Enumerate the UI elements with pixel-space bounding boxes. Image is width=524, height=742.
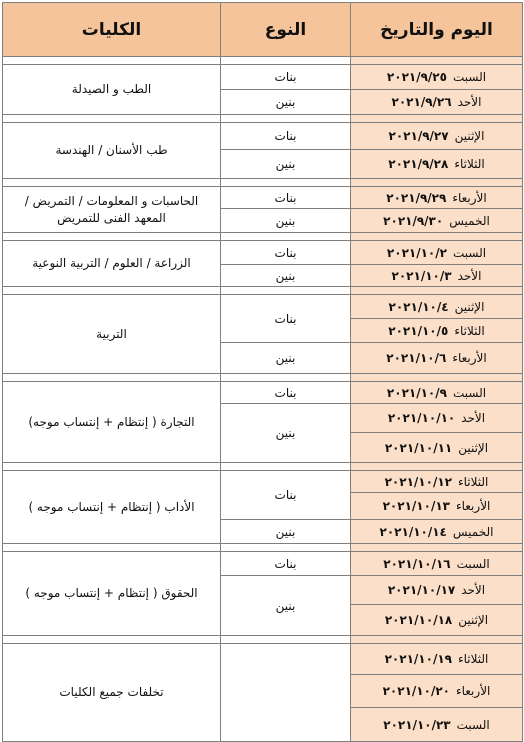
table-row bbox=[3, 241, 523, 265]
date-value: ٢٠٢١/١٠/١٩ bbox=[384, 652, 452, 666]
spacer-row bbox=[3, 233, 523, 241]
header-gender: النوع bbox=[221, 3, 351, 57]
date-value: ٢٠٢١/١٠/١٧ bbox=[387, 583, 456, 597]
date-value: ٢٠٢١/٩/٢٧ bbox=[388, 129, 449, 143]
date-value: ٢٠٢١/١٠/٥ bbox=[388, 323, 449, 338]
date-cell bbox=[351, 241, 523, 265]
day-name: الأحد bbox=[457, 95, 482, 109]
table-row bbox=[3, 65, 523, 90]
date-value: ٢٠٢١/١٠/٢٣ bbox=[383, 717, 451, 732]
date-cell bbox=[351, 433, 523, 463]
date-cell bbox=[351, 605, 523, 636]
date-value: ٢٠٢١/١٠/٢٠ bbox=[382, 684, 450, 698]
day-name: الإثنين bbox=[454, 299, 485, 314]
table-row bbox=[3, 471, 523, 493]
date-cell bbox=[351, 319, 523, 343]
faculty-cell: الحقوق ( إنتظام + إنتساب موجه ) bbox=[3, 552, 221, 636]
day-name: الأحد bbox=[461, 411, 486, 425]
day-name: الخميس bbox=[449, 213, 490, 228]
faculty-cell: الطب و الصيدلة bbox=[3, 65, 221, 115]
gender-cell: بنات bbox=[221, 65, 351, 90]
date-value: ٢٠٢١/١٠/١١ bbox=[384, 440, 453, 455]
faculty-cell: طب الأسنان / الهندسة bbox=[3, 123, 221, 179]
day-name: الثلاثاء bbox=[457, 652, 489, 666]
day-name: الإثنين bbox=[458, 440, 489, 455]
gender-cell: بنات bbox=[221, 295, 351, 343]
table-row bbox=[3, 552, 523, 576]
day-name: السبت bbox=[452, 70, 487, 84]
date-cell bbox=[351, 65, 523, 90]
date-value: ٢٠٢١/١٠/١٤ bbox=[379, 524, 447, 539]
table-row bbox=[3, 187, 523, 209]
day-name: الأربعاء bbox=[455, 684, 491, 698]
header-date: اليوم والتاريخ bbox=[351, 3, 523, 57]
schedule-table bbox=[2, 2, 523, 742]
gender-cell: بنات bbox=[221, 123, 351, 150]
date-cell bbox=[351, 265, 523, 287]
spacer-row bbox=[3, 115, 523, 123]
day-name: الثلاثاء bbox=[454, 157, 485, 171]
date-cell bbox=[351, 123, 523, 150]
gender-cell: بنات bbox=[221, 471, 351, 520]
day-name: الأربعاء bbox=[452, 190, 487, 205]
day-name: الثلاثاء bbox=[457, 474, 489, 489]
spacer-row bbox=[3, 179, 523, 187]
day-name: الأربعاء bbox=[455, 499, 491, 513]
gender-cell: بنات bbox=[221, 382, 351, 404]
gender-cell: بنين bbox=[221, 265, 351, 287]
date-cell bbox=[351, 150, 523, 179]
faculty-cell: تخلفات جميع الكليات bbox=[3, 644, 221, 742]
gender-cell: بنين bbox=[221, 209, 351, 233]
date-cell bbox=[351, 404, 523, 433]
date-value: ٢٠٢١/١٠/٦ bbox=[386, 351, 447, 365]
date-value: ٢٠٢١/١٠/١٢ bbox=[384, 474, 452, 489]
day-name: الأحد bbox=[457, 268, 482, 283]
table-row bbox=[3, 382, 523, 404]
spacer-row bbox=[3, 544, 523, 552]
date-cell bbox=[351, 295, 523, 319]
gender-cell-empty bbox=[221, 644, 351, 742]
spacer-row bbox=[3, 636, 523, 644]
day-name: السبت bbox=[452, 385, 487, 400]
date-cell bbox=[351, 187, 523, 209]
date-value: ٢٠٢١/١٠/٤ bbox=[388, 299, 449, 314]
date-cell bbox=[351, 644, 523, 675]
date-cell bbox=[351, 382, 523, 404]
day-name: السبت bbox=[456, 717, 490, 732]
date-value: ٢٠٢١/١٠/٩ bbox=[386, 385, 447, 400]
date-cell bbox=[351, 90, 523, 115]
spacer-row bbox=[3, 57, 523, 65]
table-row bbox=[3, 644, 523, 675]
date-cell bbox=[351, 209, 523, 233]
date-value: ٢٠٢١/٩/٢٨ bbox=[388, 157, 449, 171]
date-value: ٢٠٢١/١٠/١٠ bbox=[387, 411, 456, 425]
date-value: ٢٠٢١/١٠/١٨ bbox=[384, 613, 453, 627]
date-cell bbox=[351, 471, 523, 493]
gender-cell: بنات bbox=[221, 552, 351, 576]
day-name: الأحد bbox=[461, 583, 486, 597]
faculty-cell: الحاسبات و المعلومات / التمريض / المعهد الفنى للتمريض bbox=[3, 187, 221, 233]
gender-cell: بنين bbox=[221, 343, 351, 374]
day-name: الأربعاء bbox=[452, 351, 487, 365]
faculty-cell: الأداب ( إنتظام + إنتساب موجه ) bbox=[3, 471, 221, 544]
day-name: الإثنين bbox=[454, 129, 485, 143]
date-cell bbox=[351, 576, 523, 605]
gender-cell: بنين bbox=[221, 150, 351, 179]
spacer-row bbox=[3, 287, 523, 295]
header-faculties: الكليات bbox=[3, 3, 221, 57]
day-name: السبت bbox=[452, 245, 487, 260]
date-value: ٢٠٢١/١٠/١٣ bbox=[382, 499, 450, 513]
gender-cell: بنات bbox=[221, 187, 351, 209]
table-row bbox=[3, 123, 523, 150]
faculty-cell: الزراعة / العلوم / التربية النوعية bbox=[3, 241, 221, 287]
date-value: ٢٠٢١/١٠/٢ bbox=[386, 245, 447, 260]
faculty-cell: التربية bbox=[3, 295, 221, 374]
day-name: الخميس bbox=[452, 524, 494, 539]
gender-cell: بنين bbox=[221, 90, 351, 115]
spacer-row bbox=[3, 374, 523, 382]
table-row bbox=[3, 295, 523, 319]
header-row bbox=[3, 3, 523, 57]
date-cell bbox=[351, 343, 523, 374]
date-cell bbox=[351, 675, 523, 708]
date-value: ٢٠٢١/٩/٣٠ bbox=[383, 213, 444, 228]
gender-cell: بنين bbox=[221, 404, 351, 463]
day-name: السبت bbox=[456, 556, 490, 571]
gender-cell: بنين bbox=[221, 576, 351, 636]
day-name: الإثنين bbox=[458, 613, 489, 627]
date-value: ٢٠٢١/٩/٢٦ bbox=[391, 95, 452, 109]
date-value: ٢٠٢١/٩/٢٥ bbox=[386, 70, 447, 84]
day-name: الثلاثاء bbox=[454, 323, 485, 338]
date-value: ٢٠٢١/٩/٢٩ bbox=[386, 190, 447, 205]
gender-cell: بنات bbox=[221, 241, 351, 265]
date-cell bbox=[351, 552, 523, 576]
date-cell bbox=[351, 520, 523, 544]
date-cell bbox=[351, 708, 523, 742]
spacer-row bbox=[3, 463, 523, 471]
date-value: ٢٠٢١/١٠/٣ bbox=[391, 268, 452, 283]
gender-cell: بنين bbox=[221, 520, 351, 544]
date-value: ٢٠٢١/١٠/١٦ bbox=[383, 556, 451, 571]
date-cell bbox=[351, 493, 523, 520]
faculty-cell: التجارة ( إنتظام + إنتساب موجه) bbox=[3, 382, 221, 463]
